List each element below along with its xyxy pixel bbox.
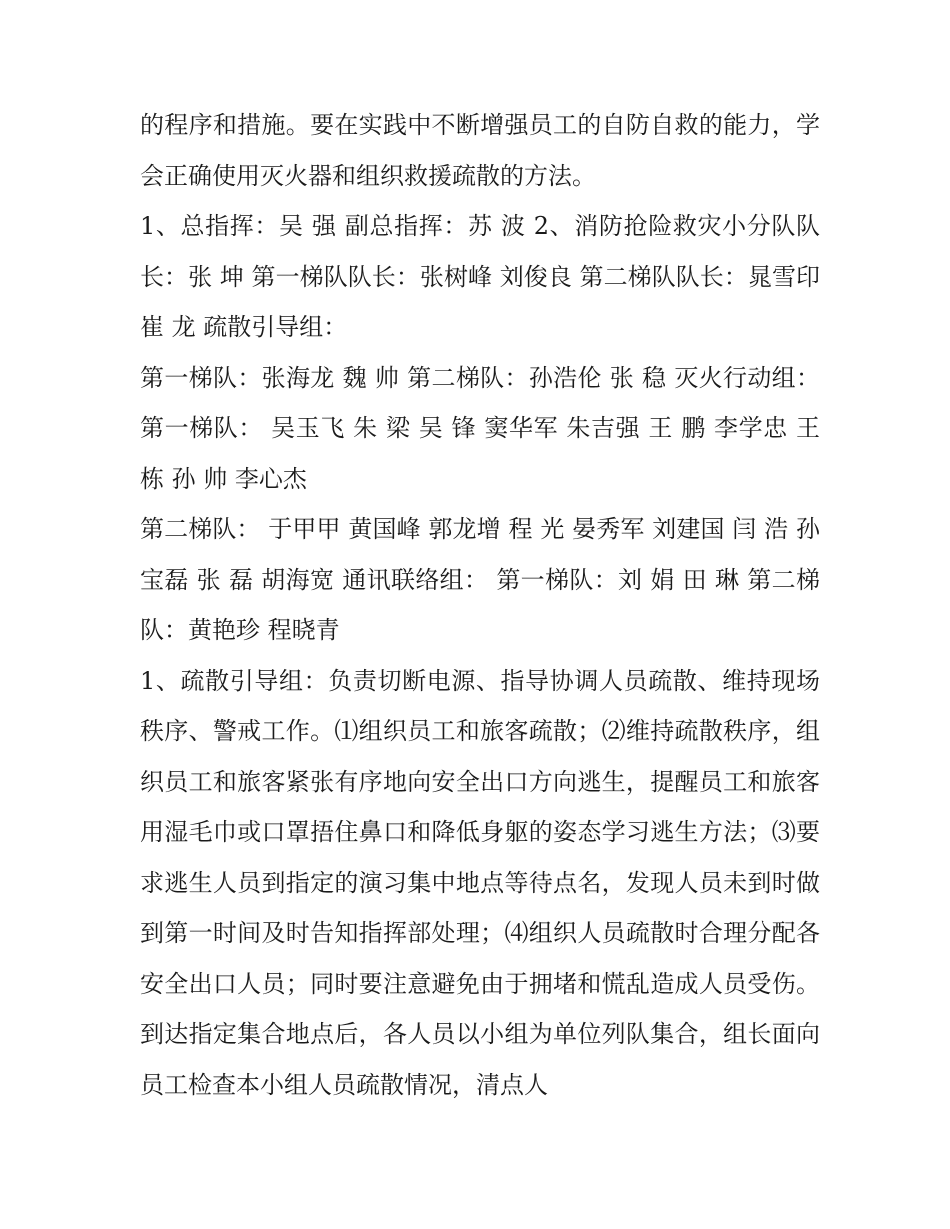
paragraph-procedures: 的程序和措施。要在实践中不断增强员工的自防自救的能力，学会正确使用灭火器和组织救援疏散的方法。 (140, 111, 820, 190)
paragraph-evacuation-duties: 1、疏散引导组：负责切断电源、指导协调人员疏散、维持现场秩序、警戒工作。⑴组织员工和旅客疏散；⑵维持疏散秩序，组织员工和旅客紧张有序地向安全出口方向逃生，提醒员工和旅客用湿毛巾或口罩捂住鼻口和降低身躯的姿态学习逃生方法；⑶要求逃生人员到指定的演习集中地点等待点名，发现人员未到时做到第一时间及时告知指挥部处理；⑷组织人员疏散时合理分配各安全出口人员；同时要注意避免由于拥堵和慌乱造成人员受伤。到达指定集合地点后，各人员以小组为单位列队集合，组长面向员工检查本小组人员疏散情况，清点人 (140, 666, 820, 1099)
paragraph-firefighting-roster: 第一梯队：张海龙 魏 帅 第二梯队：孙浩伦 张 稳 灭火行动组： 第一梯队： 吴玉飞 朱 梁 吴 锋 窦华军 朱吉强 王 鹏 李学忠 王 栋 孙 帅 李心杰 (140, 363, 820, 493)
paragraph-command-roster: 1、总指挥：吴 强 副总指挥：苏 波 2、消防抢险救灾小分队队长：张 坤 第一梯队队长：张树峰 刘俊良 第二梯队队长：晁雪印 崔 龙 疏散引导组： (140, 212, 820, 341)
paragraph-communication-roster: 第二梯队： 于甲甲 黄国峰 郭龙增 程 光 晏秀军 刘建国 闫 浩 孙宝磊 张 磊 胡海宽 通讯联络组： 第一梯队：刘 娟 田 琳 第二梯队：黄艳珍 程晓青 (140, 515, 820, 644)
document-page (140, 100, 820, 1110)
